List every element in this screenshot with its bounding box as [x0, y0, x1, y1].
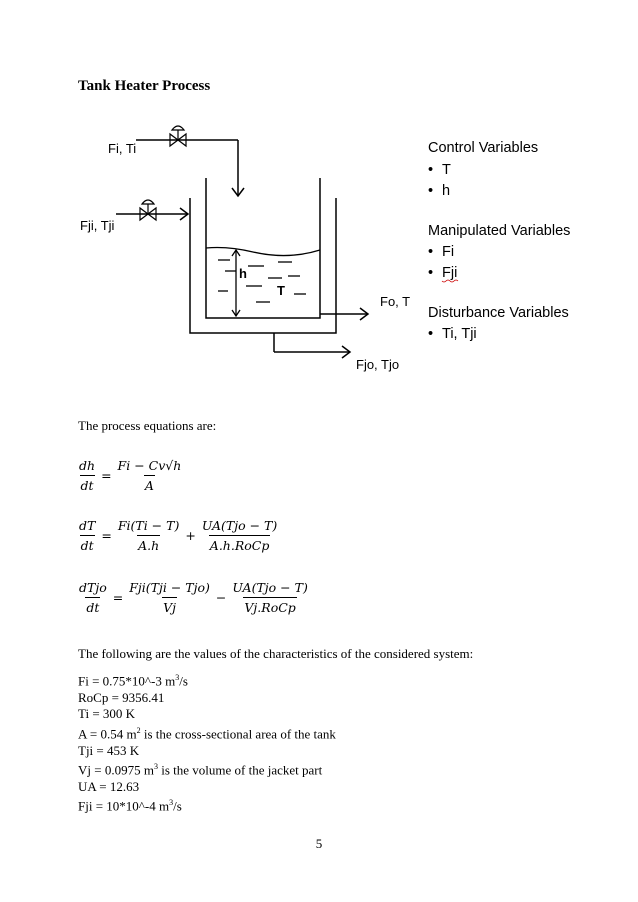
manipulated-variables-heading: Manipulated Variables: [428, 223, 571, 239]
bullet-icon: •: [428, 183, 434, 199]
values-list: [78, 670, 336, 815]
value-tji: Tji = 453 K: [78, 742, 140, 758]
equation-dTjo-dt: [78, 580, 309, 615]
manipulated-item-fi: Fi: [442, 244, 455, 260]
eq3-equals: =: [112, 590, 124, 605]
bullet-icon: •: [428, 244, 434, 260]
bullet-icon: •: [428, 326, 434, 342]
value-fji: Fji = 10*10^-4 $m^3/s$: [78, 798, 182, 814]
eq3-term2: $\frac{\text{UA(Tjo − T)}}{\text{Vj.RoCp}}$: [232, 580, 308, 615]
page-number: 5: [315, 836, 323, 851]
eq2-equals: =: [101, 528, 112, 543]
liquid-surface: [206, 248, 320, 256]
page-title: Tank Heater Process: [78, 78, 211, 94]
value-vj: Vj = 0.0975 $m^3$ is the volume of the jacket part: [78, 762, 323, 778]
bullet-icon: •: [428, 265, 434, 281]
disturbance-item: Ti, Tji: [442, 326, 477, 342]
eq2-lhs: $\frac{dT}{dt}$: [79, 518, 96, 553]
control-variables-heading: Control Variables: [428, 140, 539, 156]
eq1-rhs: $\frac{Fi - Cv√h}{A}$: [117, 458, 182, 493]
liquid-dashes: [218, 260, 306, 302]
jacket-outlet-label: Fjo, Tjo: [356, 357, 400, 372]
eq3-lhs: $\frac{\text{dTjo}}{dt}$: [79, 580, 107, 615]
equation-dT-dt: [78, 518, 278, 553]
value-fi: Fi = 0.75*10^-3 $m^3/s$: [78, 673, 188, 689]
characteristics-intro: The following are the values of the characteristics of the considered system:: [78, 646, 474, 661]
temperature-label: T: [277, 283, 285, 298]
variables-panel: [428, 140, 570, 342]
eq2-term1: $\frac{Fi(Ti - T)}{A.h}$: [117, 518, 180, 553]
eq3-term1: $\frac{\text{Fji(Tji − Tjo)}}{Vj}$: [129, 580, 210, 615]
tank-heater-diagram: [78, 118, 578, 378]
value-ua: UA = 12.63: [78, 778, 140, 794]
jacket-inlet-valve-icon: [140, 200, 156, 220]
eq3-minus: −: [215, 590, 227, 605]
value-ti: Ti = 300 K: [78, 706, 136, 722]
eq2-plus: +: [185, 528, 196, 543]
value-a: A = 0.54 $m^2$ is the cross-sectional area of the tank: [78, 725, 336, 742]
disturbance-variables-heading: Disturbance Variables: [428, 305, 569, 321]
equations-intro: The process equations are:: [78, 418, 217, 433]
eq1-equals: =: [101, 468, 112, 483]
control-item-t: T: [442, 162, 451, 178]
value-rocp: RoCp = 9356.41: [78, 689, 165, 705]
manipulated-item-fji: Fji: [442, 265, 458, 281]
height-label: h: [239, 266, 247, 281]
control-item-h: h: [442, 183, 451, 199]
eq1-lhs: $\frac{dh}{dt}$: [79, 458, 96, 493]
equation-dh-dt: [78, 458, 182, 493]
outlet-label: Fo, T: [380, 294, 411, 309]
eq2-term2: $\frac{\text{UA(Tjo − T)}}{\text{A.h.RoCp}}$: [201, 518, 278, 553]
inlet-label: Fi, Ti: [108, 141, 137, 156]
jacket-inlet-label: Fji, Tji: [80, 218, 115, 233]
bullet-icon: •: [428, 162, 434, 178]
inlet-valve-icon: [170, 126, 186, 146]
